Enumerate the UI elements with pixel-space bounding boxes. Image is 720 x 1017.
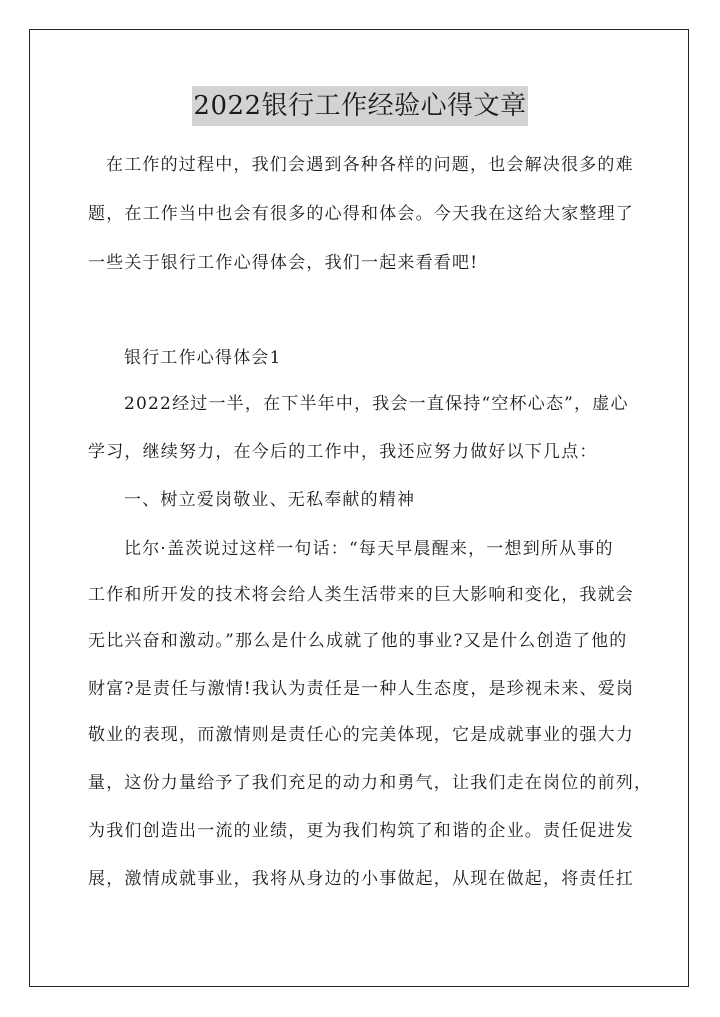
paragraph-line: 无比兴奋和激动。”那么是什么成就了他的事业?又是什么创造了他的: [88, 631, 628, 651]
paragraph-line: 一些关于银行工作心得体会，我们一起来看看吧!: [88, 253, 479, 273]
section-heading: 银行工作心得体会1: [124, 348, 282, 368]
title-container: [0, 86, 720, 126]
document-title: 2022银行工作经验心得文章: [192, 86, 527, 126]
paragraph-line: 在工作的过程中，我们会遇到各种各样的问题，也会解决很多的难: [106, 155, 634, 175]
paragraph-line: 比尔·盖茨说过这样一句话：“每天早晨醒来，一想到所从事的: [124, 539, 614, 559]
paragraph-line: 敬业的表现，而激情则是责任心的完美体现，它是成就事业的强大力: [88, 725, 634, 745]
paragraph-line: 2022经过一半，在下半年中，我会一直保持“空杯心态”，虚心: [124, 394, 629, 414]
paragraph-line: 为我们创造出一流的业绩，更为我们构筑了和谐的企业。责任促进发: [88, 821, 634, 841]
paragraph-line: 量，这份力量给予了我们充足的动力和勇气，让我们走在岗位的前列，: [88, 773, 653, 793]
sub-heading: 一、树立爱岗敬业、无私奉献的精神: [124, 490, 416, 510]
paragraph-line: 财富?是责任与激情!我认为责任是一种人生态度，是珍视未来、爱岗: [88, 679, 635, 699]
paragraph-line: 题，在工作当中也会有很多的心得和体会。今天我在这给大家整理了: [88, 204, 634, 224]
paragraph-line: 工作和所开发的技术将会给人类生活带来的巨大影响和变化，我就会: [88, 585, 634, 605]
paragraph-line: 展，激情成就事业，我将从身边的小事做起，从现在做起，将责任扛: [88, 869, 634, 889]
paragraph-line: 学习，继续努力，在今后的工作中，我还应努力做好以下几点：: [88, 442, 598, 462]
